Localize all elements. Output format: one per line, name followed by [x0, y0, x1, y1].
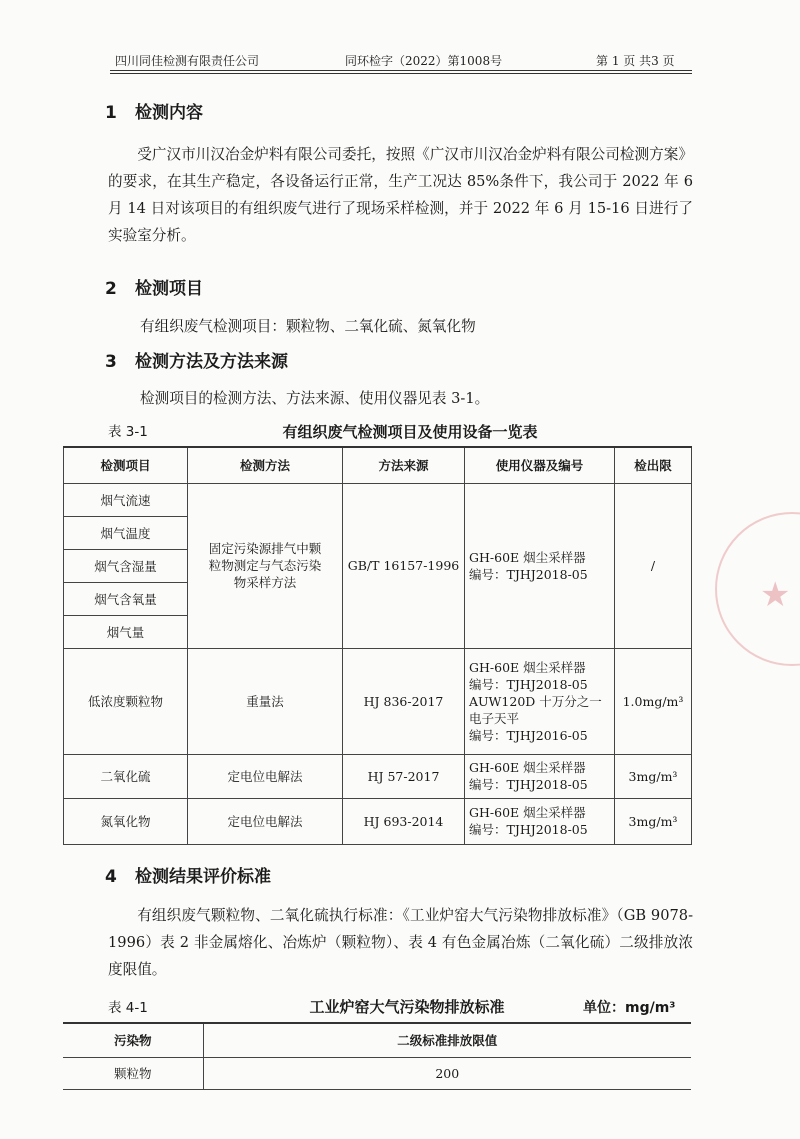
- table-4-1: [63, 1022, 691, 1090]
- table31-header-instrument: 使用仪器及编号: [465, 447, 615, 483]
- section-1-number: 1: [105, 103, 117, 123]
- section-4-number: 4: [105, 867, 117, 887]
- table31-item: 烟气含湿量: [64, 549, 188, 582]
- table31-title: 有组织废气检测项目及使用设备一览表: [282, 423, 538, 441]
- table-row: [64, 798, 692, 844]
- table31-header-limit: 检出限: [615, 447, 692, 483]
- table31-pm-instrument: [465, 648, 615, 754]
- table-row: [64, 754, 692, 798]
- section-2-number: 2: [105, 279, 117, 299]
- table31-pm-item: 低浓度颗粒物: [64, 648, 188, 754]
- table-3-1: [63, 446, 692, 845]
- table31-nox-source: HJ 693-2014: [343, 798, 465, 844]
- section-2-title: 检测项目: [135, 279, 203, 299]
- instrument-line: AUW120D 十万分之一: [469, 693, 602, 709]
- table31-item: 烟气温度: [64, 516, 188, 549]
- header-page: 第 1 页 共3 页: [596, 54, 675, 68]
- table41-limit: 200: [203, 1057, 691, 1089]
- section-4-body: 有组织废气颗粒物、二氧化硫执行标准：《工业炉窑大气污染物排放标准》（GB 9078-1996）表 2 非金属熔化、冶炼炉（颗粒物）、表 4 有色金属冶炼（二氧化硫）二级排放浓度限值。: [108, 907, 693, 978]
- section-4-heading: [105, 862, 271, 887]
- table31-item: 烟气量: [64, 615, 188, 648]
- table31-header-row: [64, 447, 692, 483]
- table31-group1-source: GB/T 16157-1996: [343, 483, 465, 648]
- section-3-title: 检测方法及方法来源: [135, 352, 288, 372]
- header-rule-bottom: [110, 73, 692, 74]
- table31-item: 烟气流速: [64, 483, 188, 516]
- table41-header-pollutant: 污染物: [63, 1023, 203, 1057]
- section-4-title: 检测结果评价标准: [135, 867, 271, 887]
- table31-nox-instrument: [465, 798, 615, 844]
- instrument-line: 编号：TJHJ2016-05: [469, 727, 588, 743]
- table31-pm-method: 重量法: [188, 648, 343, 754]
- table41-title: 工业炉窑大气污染物排放标准: [309, 998, 505, 1016]
- table41-header-limit: 二级标准排放限值: [203, 1023, 691, 1057]
- table31-group1-method: 固定污染源排气中颗粒物测定与气态污染物采样方法: [188, 483, 343, 648]
- table31-group1-limit: /: [615, 483, 692, 648]
- header-rule-top: [110, 70, 692, 71]
- section-3-heading: [105, 347, 288, 372]
- table31-id: 表 3-1: [108, 424, 148, 440]
- instrument-line: 电子天平: [469, 710, 520, 726]
- table31-header-source: 方法来源: [343, 447, 465, 483]
- instrument-line: 编号：TJHJ2018-05: [469, 777, 588, 792]
- table31-group1-instrument: [465, 483, 615, 648]
- section-1-body: 受广汉市川汉冶金炉料有限公司委托，按照《广汉市川汉冶金炉料有限公司检测方案》的要求，在其生产稳定，各设备运行正常，生产工况达 85%条件下，我公司于 2022 年 6 月 14 日对该项目的有组织废气进行了现场采样检测，并于 2022 年 6 月 15-16 日进行了实验室分析。: [108, 146, 693, 244]
- table31-so2-item: 二氧化硫: [64, 754, 188, 798]
- table31-pm-limit: 1.0mg/m³: [615, 648, 692, 754]
- section-1-title: 检测内容: [135, 103, 203, 123]
- section-1-heading: [105, 98, 203, 123]
- instrument-line: 编号：TJHJ2018-05: [469, 566, 588, 582]
- table41-unit: 单位：mg/m³: [583, 1000, 676, 1016]
- section-2-heading: [105, 274, 203, 299]
- table31-so2-source: HJ 57-2017: [343, 754, 465, 798]
- table31-nox-item: 氮氧化物: [64, 798, 188, 844]
- table31-nox-limit: 3mg/m³: [615, 798, 692, 844]
- section-3-number: 3: [105, 352, 117, 372]
- table31-header-method: 检测方法: [188, 447, 343, 483]
- instrument-line: GH-60E 烟尘采样器: [469, 760, 586, 775]
- instrument-line: GH-60E 烟尘采样器: [469, 805, 586, 820]
- section-3-body: 检测项目的检测方法、方法来源、使用仪器见表 3-1。: [140, 390, 490, 407]
- instrument-line: GH-60E 烟尘采样器: [469, 549, 586, 565]
- table-row: [64, 648, 692, 754]
- table31-so2-limit: 3mg/m³: [615, 754, 692, 798]
- table-row: [63, 1057, 691, 1089]
- table31-header-item: 检测项目: [64, 447, 188, 483]
- instrument-line: GH-60E 烟尘采样器: [469, 659, 586, 675]
- section-2-body: 有组织废气检测项目：颗粒物、二氧化硫、氮氧化物: [140, 318, 476, 335]
- instrument-line: 编号：TJHJ2018-05: [469, 676, 588, 692]
- table31-nox-method: 定电位电解法: [188, 798, 343, 844]
- header-company: 四川同佳检测有限责任公司: [115, 54, 260, 68]
- instrument-line: 编号：TJHJ2018-05: [469, 822, 588, 837]
- table31-item: 烟气含氧量: [64, 582, 188, 615]
- table41-pollutant: 颗粒物: [63, 1057, 203, 1089]
- table31-so2-method: 定电位电解法: [188, 754, 343, 798]
- header-report-no: 同环检字（2022）第1008号: [345, 54, 503, 68]
- seal-star-icon: ★: [760, 575, 791, 615]
- table31-so2-instrument: [465, 754, 615, 798]
- table-row: [64, 483, 692, 516]
- table41-id: 表 4-1: [108, 1000, 148, 1016]
- table41-header-row: [63, 1023, 691, 1057]
- table31-pm-source: HJ 836-2017: [343, 648, 465, 754]
